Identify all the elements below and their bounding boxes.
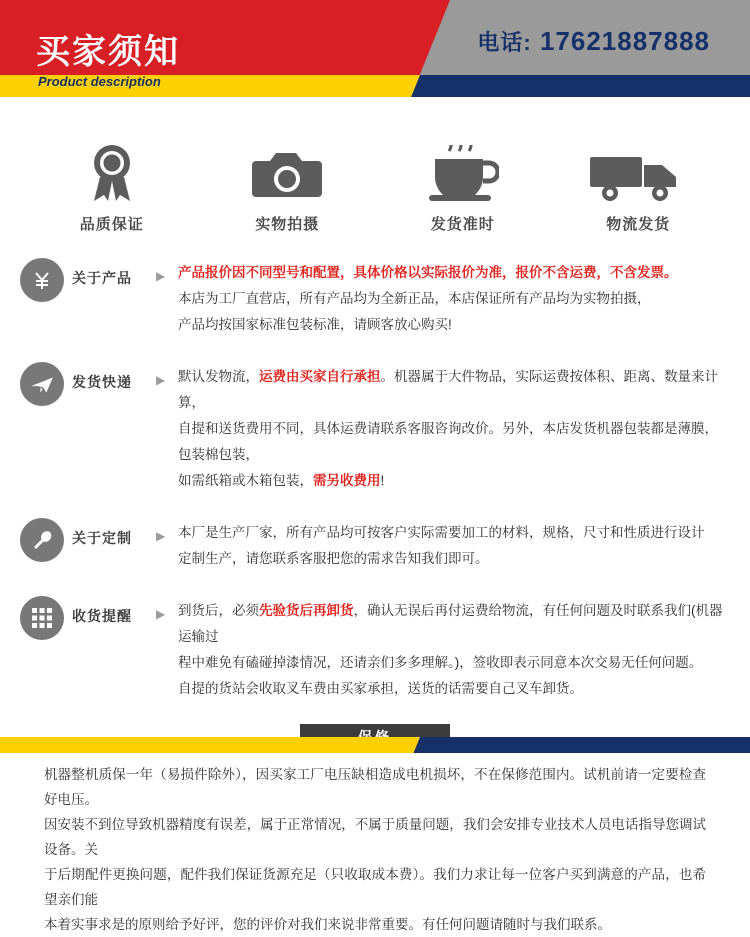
warranty-text (0, 750, 750, 937)
feature-label: 实物拍摄 (255, 216, 320, 233)
section-title: 收货提醒 (72, 608, 132, 624)
notice-sections (0, 242, 750, 702)
section-line (178, 676, 730, 702)
warranty-line: 机器整机质保一年（易损件除外），因买家工厂电压缺相造成电机损坏，不在保修范围内。试机前请一定要检查好电压。 (44, 767, 706, 807)
feature-label: 品质保证 (79, 216, 144, 233)
section-line (178, 598, 730, 650)
section-line (178, 260, 730, 286)
text-segment: ，确认无误后再付运费给物流，有任何问题及时联系我们(机器运输过 (178, 603, 723, 644)
text-segment: 到货后，必须 (178, 603, 259, 618)
chevron-right-icon: ▶ (156, 607, 166, 621)
text-segment: 自提和送货费用不同，具体运费请联系客服咨询改价。另外，本店发货机器包装都是薄膜，包装棉包装， (178, 421, 718, 462)
feature-item (37, 141, 187, 234)
section-line (178, 468, 730, 494)
page-header (0, 0, 750, 110)
yen-circle-icon (20, 258, 64, 302)
section-title: 关于定制 (72, 530, 132, 546)
feature-label: 物流发货 (606, 216, 671, 233)
text-segment: 先验货后再卸货 (259, 603, 354, 618)
section-title: 关于产品 (72, 270, 132, 286)
warranty-line: 本着实事求是的原则给予好评，您的评价对我们来说非常重要。有任何问题请随时与我们联系。 (44, 917, 611, 932)
feature-item (563, 141, 713, 234)
text-segment: 报价因不同型号和配置，具体价格以实际报价为准，报价不含运费，不含发票。 (205, 265, 678, 280)
wrench-icon (20, 518, 64, 562)
text-segment: 程中难免有磕碰掉漆情况，还请亲们多多理解。)，签收即表示同意本次交易无任何问题。 (178, 655, 703, 670)
truck-icon (563, 141, 713, 203)
text-segment: 。机器属于大件物品，实际运费按体积、距离、数量来计算， (178, 369, 718, 410)
section-line (178, 312, 730, 338)
header-yellow-skew (321, 75, 420, 97)
camera-icon (212, 141, 362, 203)
chevron-right-icon: ▶ (156, 529, 166, 543)
section-shipping (20, 360, 730, 494)
page-title: 买家须知 (36, 32, 180, 72)
text-segment: 如需纸箱或木箱包装， (178, 473, 313, 488)
page-subtitle: Product description (38, 74, 161, 89)
text-segment: 产品 (178, 265, 205, 280)
section-body (178, 256, 730, 338)
section-title: 发货快递 (72, 374, 132, 390)
bottom-stripe (0, 737, 750, 753)
contact-phone (477, 26, 710, 57)
feature-row (0, 110, 750, 242)
feature-item (212, 141, 362, 234)
coffee-cup-icon (388, 141, 538, 203)
section-line (178, 416, 730, 468)
section-body (178, 594, 730, 702)
text-segment: 定制生产，请您联系客服把您的需求告知我们即可。 (178, 551, 489, 566)
airplane-icon (20, 362, 64, 406)
section-custom (20, 516, 730, 572)
feature-item (388, 141, 538, 234)
text-segment: 本店为工厂直营店，所有产品均为全新正品，本店保证所有产品均为实物拍摄， (178, 291, 651, 306)
chevron-right-icon: ▶ (156, 269, 166, 283)
text-segment: 自提的货站会收取叉车费由买家承担，送货的话需要自己叉车卸货。 (178, 681, 583, 696)
section-product (20, 256, 730, 338)
section-line (178, 650, 730, 676)
text-segment: 需另收费用 (313, 473, 381, 488)
feature-label: 发货准时 (430, 216, 495, 233)
section-line (178, 286, 730, 312)
section-line (178, 520, 730, 546)
section-line (178, 546, 730, 572)
medal-icon (37, 141, 187, 203)
text-segment: 运费由买家自行承担 (259, 369, 381, 384)
bottom-stripe-yellow-skew (324, 737, 420, 753)
text-segment: 产品均按国家标准包装标准，请顾客放心购买! (178, 317, 452, 332)
section-receiving (20, 594, 730, 702)
chevron-right-icon: ▶ (156, 373, 166, 387)
text-segment: 默认发物流， (178, 369, 259, 384)
grid-icon (20, 596, 64, 640)
text-segment: ! (380, 473, 385, 488)
phone-label: 电话: (477, 30, 532, 55)
text-segment: 本厂是生产厂家，所有产品均可按客户实际需要加工的材料，规格，尺寸和性质进行设计 (178, 525, 705, 540)
section-body (178, 516, 730, 572)
phone-number: 17621887888 (539, 26, 710, 56)
bottom-stripe-yellow (0, 737, 380, 753)
section-line (178, 364, 730, 416)
warranty-line: 于后期配件更换问题，配件我们保证货源充足（只收取成本费）。我们力求让每一位客户买到满意的产品，也希望亲们能 (44, 867, 706, 907)
warranty-line: 因安装不到位导致机器精度有误差，属于正常情况，不属于质量问题，我们会安排专业技术人员电话指导您调试设备。关 (44, 817, 706, 857)
section-body (178, 360, 730, 494)
